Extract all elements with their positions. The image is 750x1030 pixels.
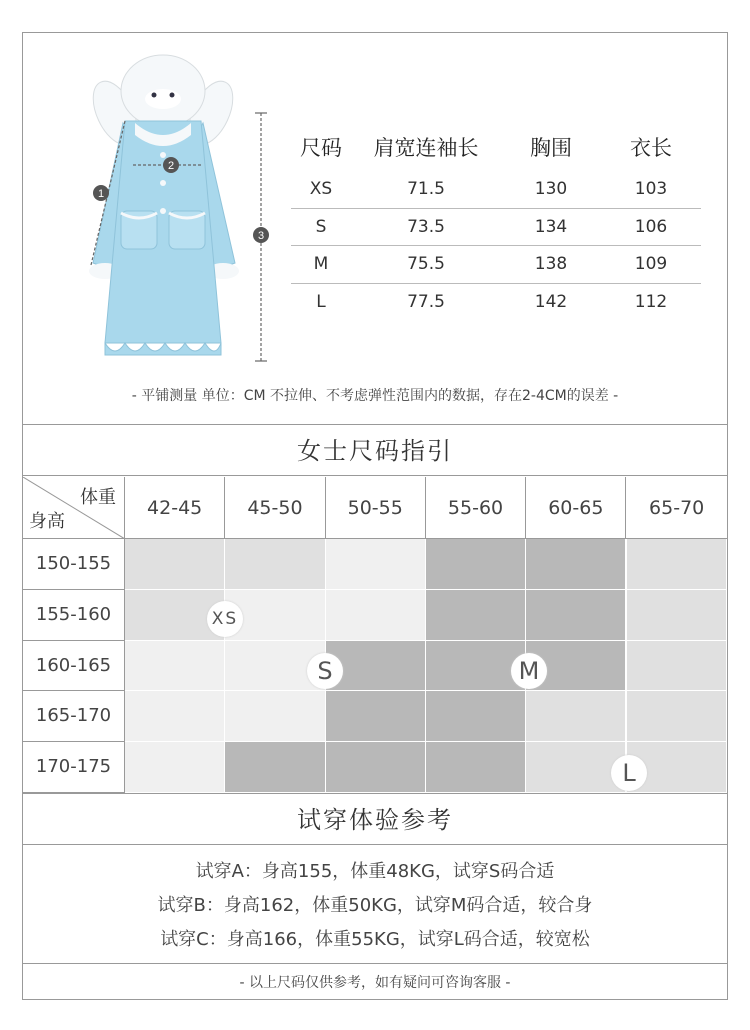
size-cell: XS	[309, 179, 333, 200]
grid-cell	[125, 539, 225, 590]
chest-cell: 142	[534, 292, 568, 313]
header-size: 尺码	[300, 136, 342, 160]
size-table	[291, 123, 701, 321]
grid-cell	[627, 590, 727, 641]
try-on-line-b: 试穿B：身高162，体重50KG，试穿M码合适，较合身	[157, 895, 593, 916]
try-on-list	[23, 855, 727, 957]
weight-header: 55-60	[426, 477, 526, 539]
height-label: 身高	[29, 511, 65, 532]
header-chest: 胸围	[530, 136, 572, 160]
shoulder-sleeve-cell: 77.5	[407, 292, 445, 313]
length-cell: 112	[634, 292, 668, 313]
svg-text:2: 2	[167, 160, 175, 172]
grid-cell	[125, 641, 225, 692]
try-on-title: 试穿体验参考	[23, 793, 727, 845]
table-row	[291, 209, 701, 247]
weight-header: 65-70	[649, 497, 705, 519]
grid-cell	[326, 539, 426, 590]
footer-note: - 以上尺码仅供参考，如有疑问可咨询客服 -	[23, 963, 727, 1001]
grid-cell	[426, 691, 526, 742]
size-guide-grid	[23, 477, 727, 793]
weight-label: 体重	[80, 487, 116, 508]
height-row-label: 155-160	[23, 590, 125, 641]
marker-3	[253, 227, 269, 243]
header-shoulder-sleeve: 肩宽连袖长	[373, 136, 479, 160]
shoulder-sleeve-cell: 73.5	[407, 216, 445, 237]
grid-cell	[627, 539, 727, 590]
chest-cell: 138	[534, 254, 568, 275]
chest-cell: 130	[534, 179, 568, 200]
grid-header	[23, 477, 727, 539]
grid-cell	[627, 641, 727, 692]
table-row	[291, 284, 701, 322]
chest-cell: 134	[534, 216, 568, 237]
grid-cell	[526, 590, 626, 641]
marker-1	[93, 185, 109, 201]
size-badge-s: S	[307, 653, 343, 689]
size-cell: M	[313, 254, 329, 275]
length-cell: 109	[634, 254, 668, 275]
measure-note: - 平铺测量 单位：CM 不拉伸、不考虑弹性范围内的数据，存在2-4CM的误差 -	[131, 388, 619, 404]
grid-cell	[326, 691, 426, 742]
grid-cell	[627, 691, 727, 742]
garment-illustration	[53, 43, 273, 373]
table-row	[291, 246, 701, 284]
grid-cell	[426, 539, 526, 590]
grid-cell	[326, 590, 426, 641]
table-row	[291, 171, 701, 209]
try-on-line-a: 试穿A：身高155，体重48KG，试穿S码合适	[195, 861, 555, 882]
height-row-label: 160-165	[23, 641, 125, 692]
svg-text:3: 3	[257, 230, 265, 242]
svg-text:1: 1	[97, 188, 105, 200]
size-chart-frame	[22, 32, 728, 1000]
grid-cell	[225, 742, 325, 793]
length-cell: 106	[634, 216, 668, 237]
grid-cell	[125, 742, 225, 793]
grid-cell	[526, 539, 626, 590]
size-cell: S	[315, 216, 327, 237]
weight-header: 42-45	[125, 477, 225, 539]
size-badge-m: M	[511, 653, 547, 689]
length-cell: 103	[634, 179, 668, 200]
header-length: 衣长	[630, 136, 672, 160]
grid-cell	[426, 590, 526, 641]
size-cell: L	[316, 292, 326, 313]
weight-header: 50-55	[326, 477, 426, 539]
grid-cell	[125, 691, 225, 742]
grid-cell	[526, 691, 626, 742]
shoulder-sleeve-cell: 75.5	[407, 254, 445, 275]
marker-2	[163, 157, 179, 173]
size-badge-xs: XS	[207, 601, 243, 637]
height-row-label: 170-175	[23, 742, 125, 793]
guide-title: 女士尺码指引	[23, 426, 727, 476]
try-on-line-c: 试穿C：身高166，体重55KG，试穿L码合适，较宽松	[160, 929, 590, 950]
grid-corner	[23, 477, 125, 539]
height-row-label: 165-170	[23, 691, 125, 742]
grid-cell	[225, 691, 325, 742]
grid-cell	[225, 539, 325, 590]
shoulder-sleeve-cell: 71.5	[407, 179, 445, 200]
grid-cell	[326, 742, 426, 793]
size-badge-l: L	[611, 755, 647, 791]
size-table-header	[291, 123, 701, 171]
weight-header: 60-65	[526, 477, 626, 539]
height-row-label: 150-155	[23, 539, 125, 590]
grid-cell	[426, 742, 526, 793]
measurement-section	[23, 33, 727, 425]
weight-header: 45-50	[225, 477, 325, 539]
